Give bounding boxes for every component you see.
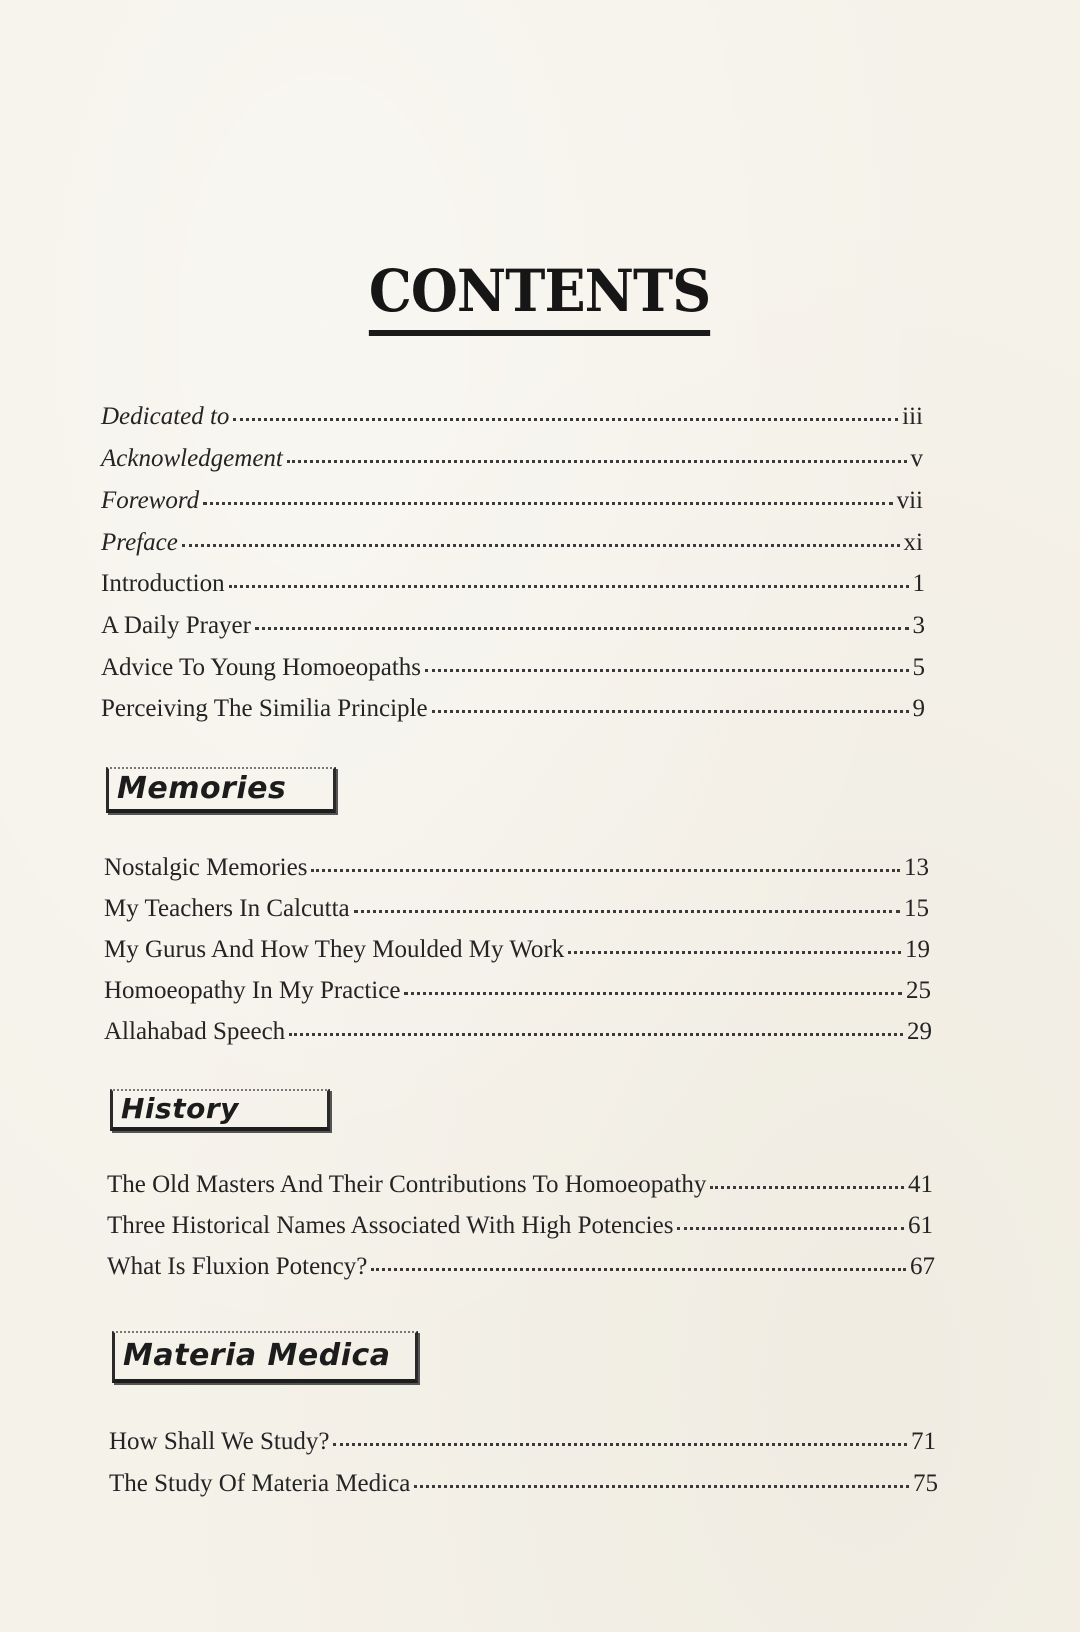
dot-leader (677, 1209, 904, 1233)
toc-entry-title: My Teachers In Calcutta (104, 895, 350, 922)
toc-entry-title: How Shall We Study? (109, 1428, 330, 1455)
dot-leader (404, 974, 902, 998)
toc-entry-title: Advice To Young Homoeopaths (101, 654, 422, 681)
dot-leader (182, 526, 900, 550)
toc-page-number: 3 (912, 612, 925, 639)
toc-entry-foreword[interactable] (101, 484, 923, 517)
section-label: History (121, 1092, 239, 1125)
toc-entry-title: My Gurus And How They Moulded My Work (104, 936, 565, 963)
dot-leader (333, 1425, 907, 1449)
toc-entry-title: Acknowledgement (101, 445, 283, 472)
dot-leader (568, 933, 901, 957)
toc-entry-allahabad-speech[interactable] (104, 1015, 932, 1048)
toc-entry-introduction[interactable] (101, 567, 925, 600)
toc-entry-title: The Old Masters And Their Contributions To Homoeopathy (107, 1171, 707, 1198)
toc-entry-title: Dedicated to (101, 403, 230, 430)
toc-page-number: 29 (907, 1018, 932, 1045)
toc-page-number: xi (903, 529, 923, 556)
toc-entry-similia[interactable] (101, 692, 925, 725)
toc-entry-title: The Study Of Materia Medica (109, 1470, 411, 1497)
toc-page-number: 1 (912, 570, 925, 597)
section-label: Materia Medica (123, 1338, 391, 1373)
toc-page-number: 71 (911, 1428, 936, 1455)
section-heading-history (110, 1089, 330, 1131)
toc-entry-title: Foreword (101, 487, 200, 514)
toc-page-number: 75 (913, 1470, 938, 1497)
toc-page-number: 25 (906, 977, 931, 1004)
toc-entry-title: Preface (101, 529, 178, 556)
toc-page-number: 19 (905, 936, 930, 963)
toc-entry-title: Allahabad Speech (104, 1018, 286, 1045)
toc-entry-three-historical-names[interactable] (107, 1209, 933, 1242)
dot-leader (371, 1250, 906, 1274)
toc-page-number: v (910, 445, 923, 472)
dot-leader (289, 1015, 903, 1039)
toc-entry-title: What Is Fluxion Potency? (107, 1253, 368, 1280)
dot-leader (432, 692, 909, 716)
toc-entry-title: Introduction (101, 570, 225, 597)
section-heading-memories (106, 767, 336, 813)
toc-page-number: 41 (908, 1171, 933, 1198)
page-title: CONTENTS (369, 262, 710, 336)
dot-leader (203, 484, 892, 508)
toc-entry-old-masters[interactable] (107, 1168, 933, 1201)
toc-entry-daily-prayer[interactable] (101, 609, 925, 642)
toc-entry-teachers-calcutta[interactable] (104, 892, 929, 925)
toc-entry-dedicated[interactable] (101, 400, 923, 433)
dot-leader (414, 1467, 909, 1491)
toc-page-number: 67 (910, 1253, 935, 1280)
toc-entry-title: Homoeopathy In My Practice (104, 977, 401, 1004)
dot-leader (710, 1168, 904, 1192)
toc-page-number: 13 (904, 854, 929, 881)
toc-entry-title: A Daily Prayer (101, 612, 251, 639)
toc-entry-title: Three Historical Names Associated With High Potencies (107, 1212, 674, 1239)
toc-entry-my-gurus[interactable] (104, 933, 930, 966)
toc-entry-how-shall-we-study[interactable] (109, 1425, 936, 1458)
toc-page-number: iii (902, 403, 923, 430)
toc-page-number: 5 (912, 654, 925, 681)
dot-leader (425, 651, 908, 675)
toc-entry-homoeopathy-practice[interactable] (104, 974, 931, 1007)
toc-entry-study-materia-medica[interactable] (109, 1467, 938, 1500)
dot-leader (233, 400, 898, 424)
dot-leader (229, 567, 909, 591)
toc-entry-title: Nostalgic Memories (104, 854, 308, 881)
toc-entry-preface[interactable] (101, 526, 923, 559)
toc-page-number: 61 (908, 1212, 933, 1239)
section-label: Memories (117, 771, 287, 806)
toc-page-number: 9 (912, 695, 925, 722)
toc-entry-nostalgic-memories[interactable] (104, 851, 929, 884)
toc-entry-title: Perceiving The Similia Principle (101, 695, 428, 722)
toc-page-number: vii (896, 487, 923, 514)
title-container (0, 257, 1080, 336)
section-heading-materia-medica (112, 1331, 418, 1383)
toc-entry-fluxion-potency[interactable] (107, 1250, 935, 1283)
toc-page-number: 15 (904, 895, 929, 922)
dot-leader (354, 892, 900, 916)
toc-entry-advice[interactable] (101, 651, 925, 684)
toc-entry-acknowledgement[interactable] (101, 442, 923, 475)
dot-leader (287, 442, 907, 466)
dot-leader (255, 609, 909, 633)
dot-leader (311, 851, 900, 875)
